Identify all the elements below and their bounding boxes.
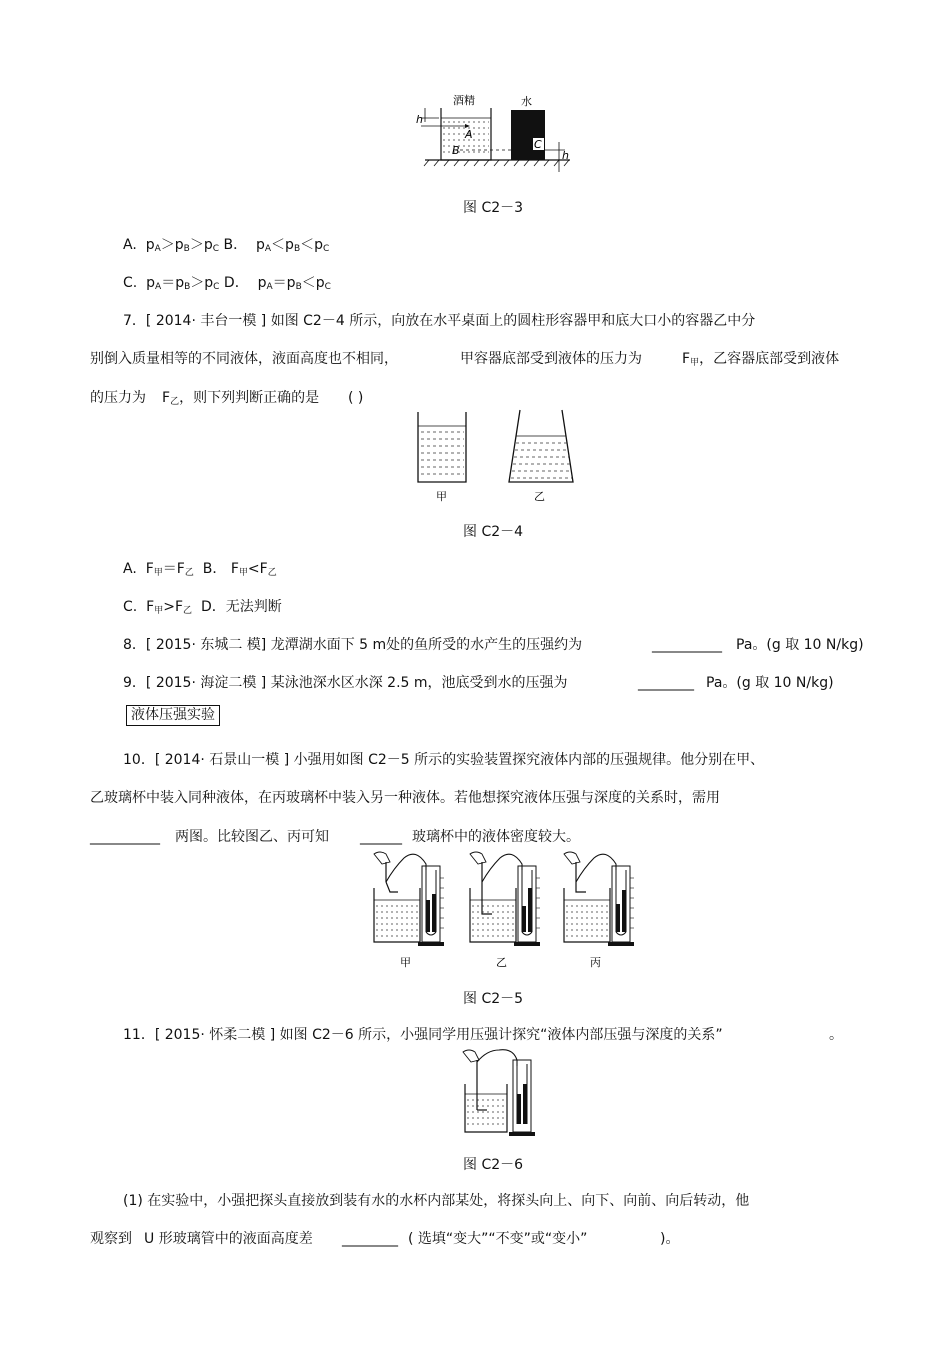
q7-line2b: 甲容器底部受到液体的压力为 [460,351,642,367]
q11-line1-end: 。 [829,1027,843,1043]
q10-line3b: 两图。比较图乙、丙可知 [175,829,329,845]
label-alcohol: 酒精 [453,94,475,107]
q10-line3d: 玻璃杯中的液体密度较大。 [412,829,580,845]
label-jia: 甲 [436,490,447,503]
q7-line2a: 别倒入质量相等的不同液体，液面高度也不相同， [90,351,398,367]
q7-line1: 7．[ 2014· 丰台一模 ] 如图 C2－4 所示，向放在水平桌面上的圆柱形容器甲和底大口小的容器乙中分 [123,313,756,329]
q11-part1-line2a: 观察到 [90,1231,132,1247]
section-title: 液体压强实验 [126,705,220,726]
q10-blank1: __________ [90,829,160,845]
label-yi: 乙 [534,490,545,503]
q9-text: 9．[ 2015· 海淀二模 ] 某泳池深水区水深 2.5 m，池底受到水的压强为 [123,675,568,691]
q11-line1: 11．[ 2015· 怀柔二模 ] 如图 C2－6 所示，小强同学用压强计探究“液体内部压强与深度的关系” [123,1027,723,1043]
q8-tail: Pa。(g 取 10 N/kg) [736,637,864,653]
caption-c2-6: 图 C2－6 [463,1157,524,1173]
figure-c2-6 [455,1046,545,1138]
label-h-right: h [562,149,569,162]
label-h-left: h [416,113,423,126]
q8-text: 8．[ 2015· 东城二 模] 龙潭湖水面下 5 m处的鱼所受的水产生的压强约为 [123,637,583,653]
figure-c2-5 [360,848,640,972]
q6-options-cd: C. $p_A=p_B>p_C$ D． $p_A=p_B<p_C$ [123,275,331,292]
point-c: C [534,138,542,151]
label-bing-c25: 丙 [590,956,601,969]
q11-part1-line2b: U 形玻璃管中的液面高度差 [144,1231,313,1247]
q7-option-ab: A. $F_甲=F_乙$ B． $F_甲<F_乙$ [123,561,277,578]
q10-line1: 10．[ 2014· 石景山一模 ] 小强用如图 C2－5 所示的实验装置探究液体内部的压强规律。他分别在甲、 [123,752,765,768]
label-water: 水 [521,95,532,108]
q7-line2c: $F_甲$，乙容器底部受到液体 [682,351,840,368]
q8-blank: __________ [652,637,722,653]
q11-part1-blank: ________ [342,1231,398,1247]
label-jia-c25: 甲 [400,956,411,969]
q7-line3b: $F_乙$，则下列判断正确的是 [162,390,320,407]
q11-part1-line2d: ( 选填“变大”“不变”或“变小” [408,1231,588,1247]
q7-line3a: 的压力为 [90,390,146,406]
q10-line2: 乙玻璃杯中装入同种液体，在丙玻璃杯中装入另一种液体。若他想探究液体压强与深度的关系时，需用 [90,790,720,806]
q11-part1-line1: (1) 在实验中，小强把探头直接放到装有水的水杯内部某处，将探头向上、向下、向前、向后转动，他 [123,1193,750,1209]
q9-tail: Pa。(g 取 10 N/kg) [706,675,834,691]
caption-c2-3: 图 C2－3 [463,200,524,216]
caption-c2-4: 图 C2－4 [463,524,524,540]
label-yi-c25: 乙 [496,956,507,969]
figure-c2-3 [415,92,575,174]
q6-options-ab: A. $p_A>p_B>p_C$ B． $p_A<p_B<p_C$ [123,237,330,254]
q7-answer-bracket: ( ) [348,390,364,406]
q7-option-cd: C. $F_甲>F_乙$ D．无法判断 [123,599,282,616]
point-b: B [452,144,460,157]
point-a: A [465,128,473,141]
caption-c2-5: 图 C2－5 [463,991,524,1007]
q11-part1-line2e: )。 [660,1231,680,1247]
q9-blank: ________ [638,675,694,691]
q10-blank2: ______ [360,829,402,845]
figure-c2-4 [410,406,585,508]
